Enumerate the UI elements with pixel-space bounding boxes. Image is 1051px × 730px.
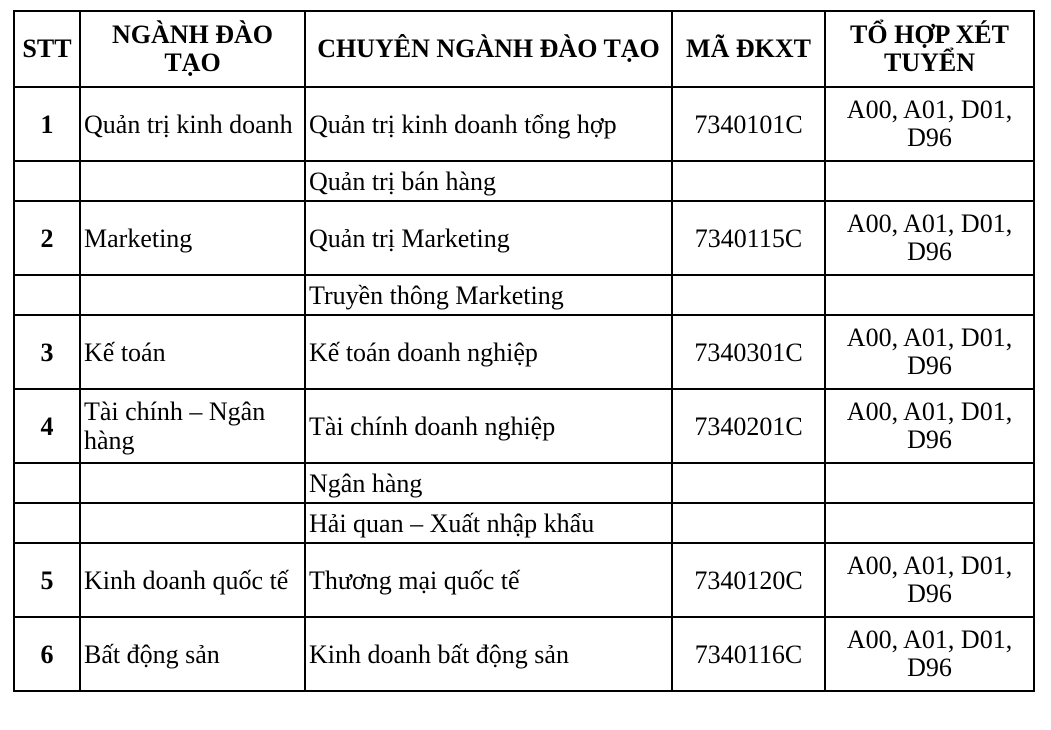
cell-to-hop: A00, A01, D01, D96 — [825, 201, 1034, 275]
table-header-row — [14, 11, 1034, 87]
table-row — [14, 161, 1034, 201]
cell-to-hop: A00, A01, D01, D96 — [825, 617, 1034, 691]
cell-nganh — [80, 463, 305, 503]
table-row — [14, 503, 1034, 543]
cropped-footer-text — [0, 712, 1051, 730]
header-chuyen-nganh: CHUYÊN NGÀNH ĐÀO TẠO — [305, 11, 672, 87]
table-row — [14, 87, 1034, 161]
header-stt: STT — [14, 11, 80, 87]
cell-ma: 7340101C — [672, 87, 825, 161]
table-row — [14, 463, 1034, 503]
table-row — [14, 543, 1034, 617]
cell-ma — [672, 275, 825, 315]
cell-nganh: Kinh doanh quốc tế — [80, 543, 305, 617]
cell-chuyen-nganh: Kinh doanh bất động sản — [305, 617, 672, 691]
cell-chuyen-nganh: Quản trị kinh doanh tổng hợp — [305, 87, 672, 161]
cell-nganh: Kế toán — [80, 315, 305, 389]
cell-ma: 7340201C — [672, 389, 825, 463]
cell-to-hop — [825, 275, 1034, 315]
cell-stt: 1 — [14, 87, 80, 161]
header-nganh: NGÀNH ĐÀO TẠO — [80, 11, 305, 87]
cell-ma — [672, 161, 825, 201]
cell-nganh — [80, 161, 305, 201]
cell-nganh: Tài chính – Ngân hàng — [80, 389, 305, 463]
cell-ma: 7340301C — [672, 315, 825, 389]
cropped-heading-text — [0, 0, 1051, 8]
cell-chuyen-nganh: Kế toán doanh nghiệp — [305, 315, 672, 389]
admissions-table — [13, 10, 1035, 692]
cell-nganh — [80, 275, 305, 315]
cell-stt: 4 — [14, 389, 80, 463]
cell-to-hop: A00, A01, D01, D96 — [825, 87, 1034, 161]
cell-chuyen-nganh: Tài chính doanh nghiệp — [305, 389, 672, 463]
cell-ma: 7340115C — [672, 201, 825, 275]
table-row — [14, 617, 1034, 691]
header-ma: MÃ ĐKXT — [672, 11, 825, 87]
table-row — [14, 201, 1034, 275]
cell-ma: 7340116C — [672, 617, 825, 691]
cell-to-hop: A00, A01, D01, D96 — [825, 389, 1034, 463]
cell-stt: 2 — [14, 201, 80, 275]
table-row — [14, 315, 1034, 389]
cell-stt — [14, 463, 80, 503]
cell-ma — [672, 463, 825, 503]
cell-stt — [14, 275, 80, 315]
cell-nganh: Quản trị kinh doanh — [80, 87, 305, 161]
table-row — [14, 389, 1034, 463]
cell-to-hop — [825, 503, 1034, 543]
cell-to-hop — [825, 161, 1034, 201]
cell-stt — [14, 161, 80, 201]
cell-to-hop: A00, A01, D01, D96 — [825, 543, 1034, 617]
cell-ma: 7340120C — [672, 543, 825, 617]
cell-chuyen-nganh: Quản trị Marketing — [305, 201, 672, 275]
cell-chuyen-nganh: Quản trị bán hàng — [305, 161, 672, 201]
cell-nganh: Bất động sản — [80, 617, 305, 691]
cell-chuyen-nganh: Ngân hàng — [305, 463, 672, 503]
cell-stt: 5 — [14, 543, 80, 617]
cell-chuyen-nganh: Thương mại quốc tế — [305, 543, 672, 617]
cell-nganh — [80, 503, 305, 543]
header-to-hop: TỔ HỢP XÉT TUYỂN — [825, 11, 1034, 87]
cell-to-hop — [825, 463, 1034, 503]
cell-to-hop: A00, A01, D01, D96 — [825, 315, 1034, 389]
cell-stt: 3 — [14, 315, 80, 389]
cell-stt — [14, 503, 80, 543]
cell-ma — [672, 503, 825, 543]
cell-nganh: Marketing — [80, 201, 305, 275]
table-row — [14, 275, 1034, 315]
cell-stt: 6 — [14, 617, 80, 691]
cell-chuyen-nganh: Hải quan – Xuất nhập khẩu — [305, 503, 672, 543]
cell-chuyen-nganh: Truyền thông Marketing — [305, 275, 672, 315]
